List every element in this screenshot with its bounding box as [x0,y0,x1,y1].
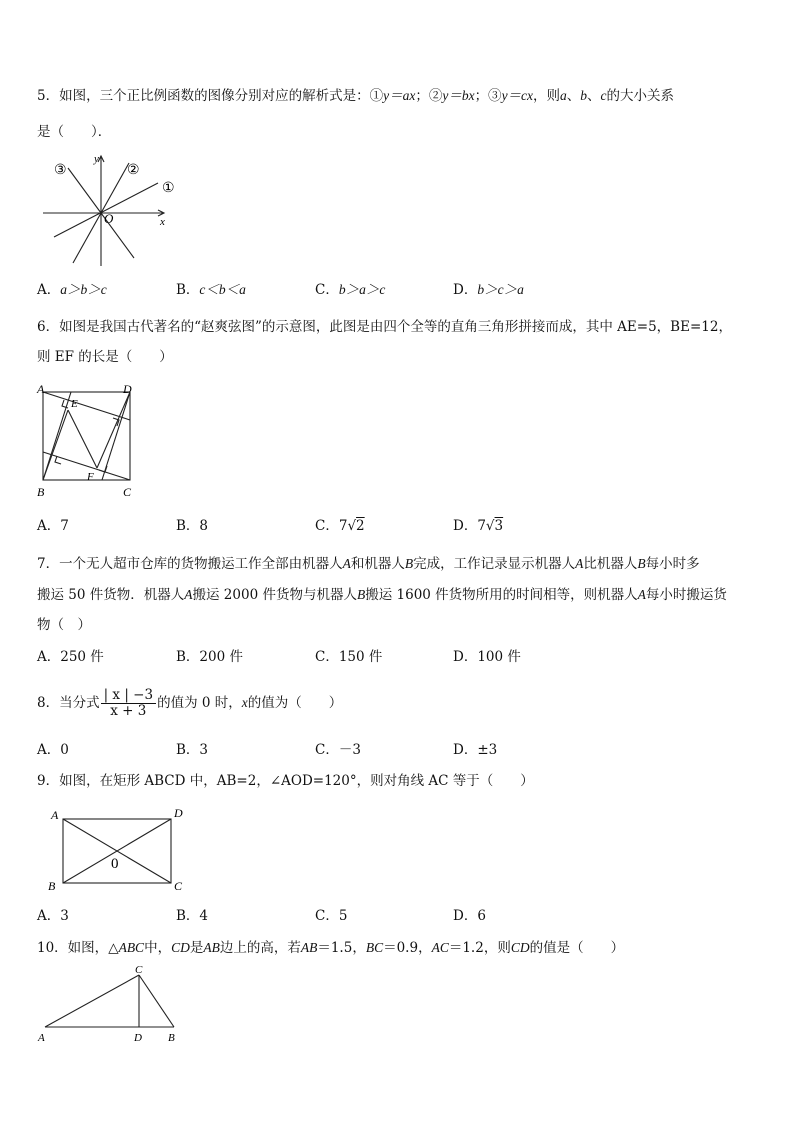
q10-fig-label-c: C [135,964,143,976]
q5-option-d[interactable]: D．b＞c＞a [453,282,524,298]
q5-option-a[interactable]: A．a＞b＞c [37,282,107,298]
q5-fig-label-o: O [104,211,114,226]
q6-fig-label-e: E [71,398,78,410]
q10-fig-label-b: B [168,1032,175,1044]
q5-formula-3: y＝cx [501,88,534,103]
sqrt-symbol: √ [347,518,357,534]
q5-fig-label-1: ① [162,181,175,196]
q6-fig-label-b: B [37,485,45,499]
q6-fig-label-d: D [123,382,132,396]
q9-fig-label-o: 0 [111,856,119,872]
q6-fig-label-f: F [87,471,94,483]
q6-figure [34,383,144,501]
q10-side-cb [139,975,174,1027]
q9-stem: 9．如图，在矩形 ABCD 中，AB=2，∠AOD=120°，则对角线 AC 等于（ ） [37,773,534,789]
q10-figure [34,960,184,1046]
q5-formula-2: y＝bx [442,88,475,103]
q5-fig-label-3: ③ [54,163,67,178]
q5-formula-1: y＝ax [383,88,416,103]
q5-stem-line2: 是（ ）． [37,124,112,140]
q8-option-c[interactable]: C．－3 [315,742,361,758]
q7-stem-line2: 搬运 50 件货物．机器人A搬运 2000 件货物与机器人B搬运 1600 件货物所用的时间相等，则机器人A每小时搬运货 [37,587,727,603]
q6-option-d[interactable]: D．7√3 [453,518,504,534]
q7-stem-line3: 物（ ） [37,617,91,633]
q9-option-a[interactable]: A．3 [37,908,69,924]
q10-stem: 10．如图，△ABC中，CD是AB边上的高，若AB＝1.5，BC＝0.9，AC＝1.2，则CD的值是（ ） [37,940,625,956]
q9-option-c[interactable]: C．5 [315,908,348,924]
q8-option-d[interactable]: D．±3 [453,742,498,758]
q6-outer-square [43,392,130,480]
q7-option-b[interactable]: B．200 件 [176,649,243,665]
q7-option-a[interactable]: A．250 件 [37,649,104,665]
q6-segment-be [43,410,68,480]
q6-fig-label-c: C [123,485,132,499]
q7-option-d[interactable]: D．100 件 [453,649,521,665]
q9-fig-label-a: A [51,808,59,822]
q8-stem: 8．当分式 $\frac{| x | -3}{x + 3}$ 的值为 0 时，x的值为（ ） [37,687,343,719]
q5-line-1 [54,183,158,237]
q5-option-b[interactable]: B．c＜b＜a [176,282,246,298]
q9-option-b[interactable]: B．4 [176,908,209,924]
q6-segment-fd [97,392,130,468]
q7-option-c[interactable]: C．150 件 [315,649,383,665]
q8-fraction [101,688,157,719]
q6-option-c[interactable]: C．7√2 [315,518,365,534]
q9-option-d[interactable]: D．6 [453,908,486,924]
q6-stem-line2: 则 EF 的长是（ ） [37,349,173,365]
q7-stem-line1: 7．一个无人超市仓库的货物搬运工作全部由机器人A和机器人B完成，工作记录显示机器人A比机器人B每小时多 [37,556,700,572]
q6-fig-label-a: A [37,382,45,396]
q6-stem-line1: 6．如图是我国古代著名的“赵爽弦图”的示意图，此图是由四个全等的直角三角形拼接而成，其中 AE=5，BE=12， [37,319,732,335]
q5-figure [40,150,190,268]
q5-stem-line1: 5．如图，三个正比例函数的图像分别对应的解析式是：①y＝ax；②y＝bx；③y＝cx，则a、b、c的大小关系 [37,88,675,104]
sqrt-symbol: √ [485,518,495,534]
q10-fig-label-a: A [38,1032,45,1044]
q10-fig-label-d: D [134,1032,142,1044]
q5-fig-label-x: x [160,216,165,228]
q9-fig-label-d: D [174,806,183,820]
q6-option-a[interactable]: A．7 [37,518,69,534]
q9-fig-label-b: B [48,879,56,893]
q10-side-ac [45,975,139,1027]
q6-segment-ef [68,410,97,468]
q8-option-a[interactable]: A．0 [37,742,69,758]
q5-fig-label-2: ② [127,163,140,178]
q6-option-b[interactable]: B．8 [176,518,209,534]
q9-figure [44,804,194,896]
q5-fig-label-y: y [94,153,99,165]
q8-fraction-numerator: | x | −3 [101,688,157,704]
q8-option-b[interactable]: B．3 [176,742,209,758]
q8-fraction-denominator: x + 3 [110,703,147,719]
q9-fig-label-c: C [174,879,183,893]
q5-option-c[interactable]: C．b＞a＞c [315,282,386,298]
